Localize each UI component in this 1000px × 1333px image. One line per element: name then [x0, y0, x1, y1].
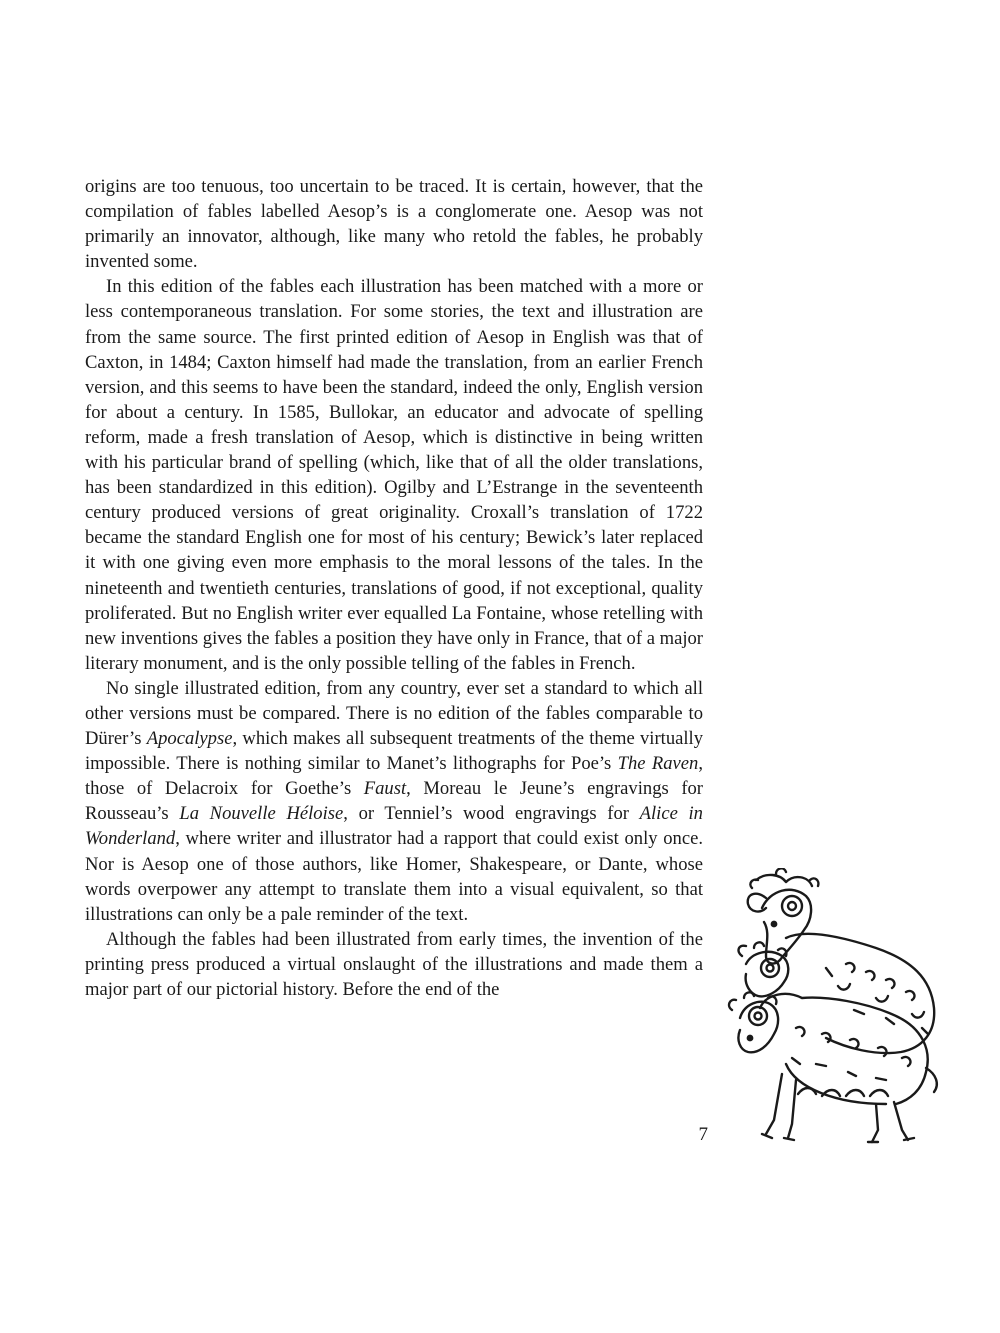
text-run: Although the fables had been illustrated from early times, the invention of the printing press produced a virtual onslaught of the illustrations and made them a major part of our pictorial history. Before the end of the — [85, 928, 703, 1000]
text-run: No single illustrated edition, from any country, ever set a standard to which all other versions must be compared. There is no edition of the fables comparable to Dürer’s — [85, 677, 703, 750]
paragraph — [85, 174, 703, 274]
rams-woodcut-icon — [726, 868, 948, 1148]
paragraph — [85, 927, 703, 1002]
italic-title: The Raven — [617, 753, 699, 775]
text-run: origins are too tenuous, too uncertain to be traced. It is certain, however, that the compilation of fables labelled Aesop’s is a conglomerate one. Aesop was not primarily an innovator, although, like many who retold the fables, he probably invented some. — [85, 176, 703, 273]
italic-title: Faust — [363, 778, 407, 800]
text-run: In this edition of the fables each illustration has been matched with a more or less contemporaneous translation. For some stories, the text and illustration are from the same source. The first printed edition of Aesop in English was that of Caxton, in 1484; Caxton himself had made the translation, from an earlier French version, and this seems to have been the standard, indeed the only, English version for about a century. In 1585, Bullokar, an educator and advocate of spelling reform, made a fresh translation of Aesop, which is distinctive in being written with his particular brand of spelling (which, like that of all the older translations, has been standardized in this edition). Ogilby and L’Estrange in the seventeenth century produced versions of great originality. Croxall’s translation of 1722 became the standard English one for most of his century; Bewick’s later replaced it with one giving even more emphasis to the moral lessons of the tales. In the nineteenth and twentieth centuries, translations of good, if not exceptional, quality proliferated. But no English writer ever equalled La Fontaine, whose retelling with new inventions gives the fables a position they have only in France, that of a major literary monument, and is the only possible telling of the fables in French. — [85, 276, 703, 674]
text-run: , where writer and illustrator had a rapport that could exist only once. Nor is Aesop one of those authors, like Homer, Shakespeare, or Dante, whose words overpower any attempt to translate them into a visual equivalent, so that illustrations can only be a pale reminder of the text. — [85, 828, 703, 925]
italic-title: La Nouvelle Héloise — [179, 803, 344, 825]
text-run: , those of Delacroix for Goethe’s — [85, 753, 703, 800]
italic-title: Alice in Wonderland — [85, 803, 703, 850]
paragraph — [85, 274, 703, 676]
text-run: , which makes all subsequent treatments of the theme virtually impossible. There is nothing similar to Manet’s lithographs for Poe’s — [85, 728, 703, 775]
italic-title: Apocalypse — [146, 728, 233, 750]
text-run: , Moreau le Jeune’s engravings for Rousseau’s — [85, 778, 703, 825]
paragraph — [85, 676, 703, 927]
page-number: 7 — [698, 1124, 708, 1145]
text-run: , or Tenniel’s wood engravings for — [343, 803, 640, 825]
body-text — [85, 174, 703, 1002]
